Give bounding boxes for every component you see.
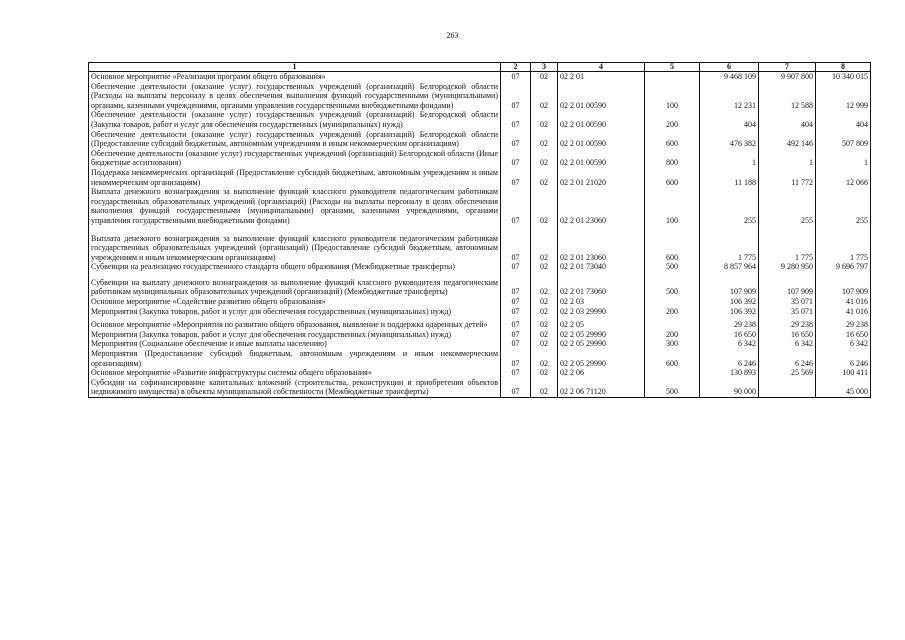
subsection-code: 02 [531,378,558,398]
table-body [89,72,871,398]
amount-year-3: 10 340 015 [816,72,871,82]
target-article-code: 02 2 01 00590 [558,82,645,111]
amount-year-3: 1 [816,149,871,168]
subsection-code: 02 [531,72,558,82]
target-article-code: 02 2 01 73060 [558,272,645,297]
subsection-code: 02 [531,262,558,272]
table-row [89,168,871,187]
expense-type-code: 500 [645,272,700,297]
amount-year-1: 90 000 [700,378,759,398]
amount-year-2: 25 569 [759,368,816,378]
row-name: Мероприятия (Закупка товаров, работ и услуг для обеспечения государственных (муниципальных) нужд) [89,307,501,317]
section-code: 07 [501,149,531,168]
row-name: Обеспечение деятельности (оказание услуг) государственных учреждений (организаций) Белгородской области (Иные бюджетные ассигнования) [89,149,501,168]
section-code: 07 [501,72,531,82]
row-name: Основное мероприятие «Содействие развитию общего образования» [89,297,501,307]
row-name: Мероприятия (Социальное обеспечение и иные выплаты населению) [89,339,501,349]
amount-year-2: 16 650 [759,330,816,340]
expense-type-code: 600 [645,130,700,149]
row-name: Субвенции на реализацию государственного стандарта общего образования (Межбюджетные трансферты) [89,262,501,272]
expense-type-code: 300 [645,339,700,349]
amount-year-3: 107 909 [816,272,871,297]
amount-year-3: 404 [816,110,871,129]
table-row [89,110,871,129]
section-code: 07 [501,330,531,340]
subsection-code: 02 [531,316,558,330]
expense-type-code: 500 [645,262,700,272]
subsection-code: 02 [531,297,558,307]
table-row [89,82,871,111]
column-header: 3 [531,63,558,72]
table-row [89,339,871,349]
target-article-code: 02 2 05 29990 [558,330,645,340]
amount-year-1: 1 [700,149,759,168]
budget-table [88,62,871,398]
amount-year-1: 106 392 [700,307,759,317]
table-row [89,316,871,330]
target-article-code: 02 2 06 71120 [558,378,645,398]
amount-year-1: 255 [700,187,759,225]
amount-year-2 [759,378,816,398]
amount-year-2: 107 909 [759,272,816,297]
target-article-code: 02 2 01 23060 [558,187,645,225]
row-name: Обеспечение деятельности (оказание услуг) государственных учреждений (организаций) Белгородской области (Предоставление субсидий бюджетным, автономным учреждениям и иным некоммерческим организациям) [89,130,501,149]
section-code: 07 [501,297,531,307]
section-code: 07 [501,187,531,225]
target-article-code: 02 2 05 [558,316,645,330]
column-header: 8 [816,63,871,72]
subsection-code: 02 [531,187,558,225]
amount-year-3: 29 238 [816,316,871,330]
table-row [89,130,871,149]
expense-type-code: 800 [645,149,700,168]
subsection-code: 02 [531,368,558,378]
subsection-code: 02 [531,349,558,368]
amount-year-1: 404 [700,110,759,129]
target-article-code: 02 2 01 00590 [558,149,645,168]
amount-year-3: 9 696 797 [816,262,871,272]
target-article-code: 02 2 01 21020 [558,168,645,187]
subsection-code: 02 [531,149,558,168]
amount-year-2: 492 146 [759,130,816,149]
subsection-code: 02 [531,339,558,349]
amount-year-3: 6 246 [816,349,871,368]
table-row [89,307,871,317]
section-code: 07 [501,339,531,349]
row-name: Субвенции на выплату денежного вознаграждения за выполнение функций классного руководителя педагогическим работникам муниципальных образовательных учреждений (организаций) (Межбюджетные трансферты) [89,272,501,297]
table-row [89,349,871,368]
section-code: 07 [501,82,531,111]
expense-type-code: 600 [645,168,700,187]
target-article-code: 02 2 05 29990 [558,349,645,368]
amount-year-3: 41 016 [816,297,871,307]
amount-year-1: 16 650 [700,330,759,340]
column-header: 6 [700,63,759,72]
table-row [89,378,871,398]
section-code: 07 [501,110,531,129]
row-name: Основное мероприятие «Мероприятия по развитию общего образования, выявление и поддержка одаренных детей» [89,316,501,330]
row-name: Обеспечение деятельности (оказание услуг) государственных учреждений (организаций) Белгородской области (Закупка товаров, работ и услуг для обеспечения государственных (муниципальных) нужд) [89,110,501,129]
amount-year-1: 6 342 [700,339,759,349]
amount-year-3: 12 999 [816,82,871,111]
amount-year-1: 12 231 [700,82,759,111]
section-code: 07 [501,262,531,272]
amount-year-3: 1 775 [816,226,871,263]
column-header: 7 [759,63,816,72]
section-code: 07 [501,378,531,398]
table-row [89,226,871,263]
row-name: Мероприятия (Закупка товаров, работ и услуг для обеспечения государственных (муниципальных) нужд) [89,330,501,340]
amount-year-2: 9 907 800 [759,72,816,82]
amount-year-1: 106 392 [700,297,759,307]
row-name: Субсидии на софинансирование капитальных вложений (строительства, реконструкции и приобретения объектов недвижимого имущества) в объекты муниципальной собственности (Межбюджетные трансферты) [89,378,501,398]
amount-year-1: 107 909 [700,272,759,297]
expense-type-code: 600 [645,226,700,263]
amount-year-3: 507 809 [816,130,871,149]
amount-year-1: 29 238 [700,316,759,330]
row-name: Мероприятия (Предоставление субсидий бюджетным, автономным учреждениям и иным некоммерческим организациям) [89,349,501,368]
target-article-code: 02 2 01 00590 [558,130,645,149]
subsection-code: 02 [531,110,558,129]
table-row [89,272,871,297]
table-row [89,368,871,378]
expense-type-code [645,72,700,82]
amount-year-1: 6 246 [700,349,759,368]
row-name: Обеспечение деятельности (оказание услуг) государственных учреждений (организаций) Белгородской области (Расходы на выплаты персоналу в целях обеспечения выполнения функций государственными (муниципальными) органами, казенными учреждениями, органами управления государственными внебюджетными фондами) [89,82,501,111]
target-article-code: 02 2 05 29990 [558,339,645,349]
amount-year-3: 12 066 [816,168,871,187]
expense-type-code [645,368,700,378]
expense-type-code: 200 [645,110,700,129]
amount-year-2: 1 [759,149,816,168]
expense-type-code: 500 [645,378,700,398]
amount-year-2: 35 071 [759,297,816,307]
amount-year-1: 130 893 [700,368,759,378]
amount-year-2: 12 588 [759,82,816,111]
amount-year-2: 6 342 [759,339,816,349]
table-row [89,330,871,340]
subsection-code: 02 [531,130,558,149]
amount-year-3: 6 342 [816,339,871,349]
subsection-code: 02 [531,272,558,297]
amount-year-3: 16 650 [816,330,871,340]
amount-year-3: 100 411 [816,368,871,378]
amount-year-1: 8 857 964 [700,262,759,272]
row-name: Основное мероприятие «Развитие инфраструктуры системы общего образования» [89,368,501,378]
column-header: 2 [501,63,531,72]
subsection-code: 02 [531,307,558,317]
subsection-code: 02 [531,330,558,340]
amount-year-2: 35 071 [759,307,816,317]
amount-year-2: 1 775 [759,226,816,263]
expense-type-code: 600 [645,349,700,368]
section-code: 07 [501,349,531,368]
table-row [89,149,871,168]
table-row [89,262,871,272]
amount-year-1: 476 382 [700,130,759,149]
amount-year-3: 45 000 [816,378,871,398]
row-name: Основное мероприятие «Реализация программ общего образования» [89,72,501,82]
table-row [89,297,871,307]
column-header: 4 [558,63,645,72]
amount-year-1: 9 468 109 [700,72,759,82]
subsection-code: 02 [531,82,558,111]
subsection-code: 02 [531,168,558,187]
table-row [89,72,871,82]
subsection-code: 02 [531,226,558,263]
section-code: 07 [501,130,531,149]
target-article-code: 02 2 01 [558,72,645,82]
target-article-code: 02 2 06 [558,368,645,378]
row-name: Выплата денежного вознаграждения за выполнение функций классного руководителя педагогическим работникам государственных образовательных учреждений (организаций) (Предоставление субсидий бюджетным, автономным учреждениям и иным некоммерческим организациям) [89,226,501,263]
section-code: 07 [501,368,531,378]
amount-year-3: 41 016 [816,307,871,317]
expense-type-code [645,297,700,307]
amount-year-3: 255 [816,187,871,225]
amount-year-2: 11 772 [759,168,816,187]
amount-year-2: 6 246 [759,349,816,368]
amount-year-2: 29 238 [759,316,816,330]
amount-year-1: 1 775 [700,226,759,263]
section-code: 07 [501,272,531,297]
target-article-code: 02 2 01 00590 [558,110,645,129]
column-header: 5 [645,63,700,72]
amount-year-2: 255 [759,187,816,225]
expense-type-code [645,316,700,330]
amount-year-2: 9 280 950 [759,262,816,272]
row-name: Поддержка некоммерческих организаций (Предоставление субсидий бюджетным, автономным учреждениям и иным некоммерческим организациям) [89,168,501,187]
expense-type-code: 100 [645,187,700,225]
amount-year-2: 404 [759,110,816,129]
table-row [89,187,871,225]
expense-type-code: 200 [645,330,700,340]
column-header: 1 [89,63,501,72]
expense-type-code: 100 [645,82,700,111]
row-name: Выплата денежного вознаграждения за выполнение функций классного руководителя педагогическим работникам государственных образовательных учреждений (организаций) (Расходы на выплаты персоналу в целях обеспечения выполнения функций государственными (муниципальными) органами, казенными учреждениями, органами управления государственными внебюджетными фондами) [89,187,501,225]
target-article-code: 02 2 03 [558,297,645,307]
section-code: 07 [501,226,531,263]
section-code: 07 [501,316,531,330]
target-article-code: 02 2 01 73040 [558,262,645,272]
target-article-code: 02 2 03 29990 [558,307,645,317]
target-article-code: 02 2 01 23060 [558,226,645,263]
amount-year-1: 11 188 [700,168,759,187]
expense-type-code: 200 [645,307,700,317]
table-header-row [89,63,871,72]
section-code: 07 [501,168,531,187]
page-number: 263 [446,31,459,40]
section-code: 07 [501,307,531,317]
